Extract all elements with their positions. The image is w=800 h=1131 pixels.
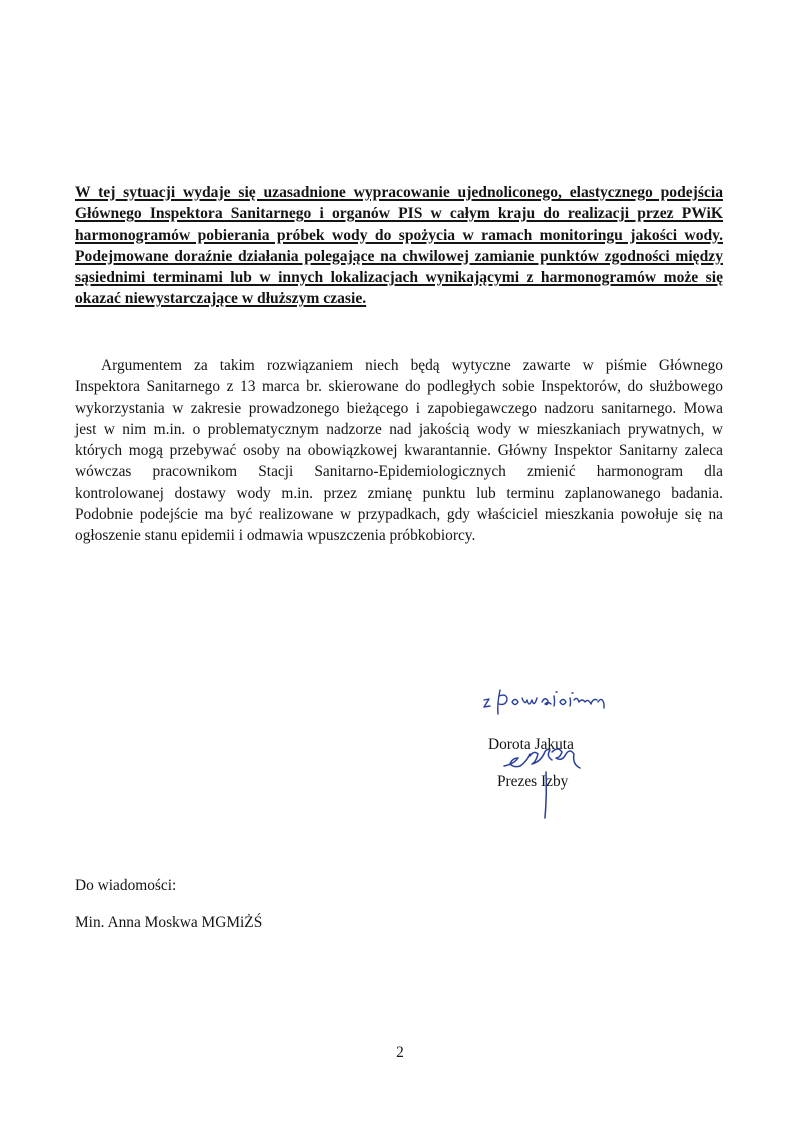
page-number: 2 [396, 1044, 404, 1061]
distribution-recipient: Min. Anna Moskwa MGMiŻŚ [75, 914, 263, 931]
body-line: jest w nim m.in. o problematycznym nadzorze nad jakością wody w mieszkaniach prywatnych, w [75, 420, 723, 438]
body-line: których mogą przebywać osoby na obowiązkowej kwarantannie. Główny Inspektor Sanitarny zaleca [75, 442, 723, 460]
body-line: Argumentem za takim rozwiązaniem niech będą wytyczne zawarte w piśmie Głównego [101, 357, 723, 374]
body-line: wykorzystania w zakresie prowadzonego bieżącego i zapobiegawczego nadzoru sanitarnego. Mowa [75, 399, 723, 417]
body-line: ogłoszenie stanu epidemii i odmawia wpuszczenia próbkobiorcy. [75, 527, 476, 545]
emphasis-paragraph [75, 182, 723, 310]
body-line: Podobnie podejście ma być realizowane w przypadkach, gdy właściciel mieszkania powołuje się na [75, 506, 723, 524]
emphasis-line: okazać niewystarczające w dłuższym czasie. [75, 290, 367, 308]
body-line: wówczas pracownikom Stacji Sanitarno-Epidemiologicznych zmienić harmonogram dla [75, 463, 723, 481]
body-paragraph [75, 355, 723, 547]
emphasis-line: W tej sytuacji wydaje się uzasadnione wypracowanie ujednoliconego, elastycznego podejścia [75, 184, 723, 201]
signatory-name: Dorota Jakuta [488, 736, 574, 753]
body-line: Inspektora Sanitarnego z 13 marca br. skierowane do podległych sobie Inspektorów, do służbowego [75, 378, 723, 396]
distribution-heading: Do wiadomości: [75, 877, 177, 894]
signatory-title: Prezes Izby [497, 773, 569, 790]
emphasis-line: Głównego Inspektora Sanitarnego i organów PIS w całym kraju do realizacji przez PWiK [75, 205, 723, 223]
handwritten-note [478, 684, 628, 720]
handwritten-signature [500, 742, 600, 824]
emphasis-line: Podejmowane doraźnie działania polegające na chwilowej zamianie punktów zgodności między [75, 247, 723, 265]
emphasis-line: sąsiednimi terminami lub w innych lokalizacjach wynikającymi z harmonogramów może się [75, 269, 723, 287]
body-line: kontrolowanej dostawy wody m.in. przez zmianę punktu lub terminu zaplanowanego badania. [75, 484, 723, 502]
emphasis-line: harmonogramów pobierania próbek wody do spożycia w ramach monitoringu jakości wody. [75, 226, 723, 244]
